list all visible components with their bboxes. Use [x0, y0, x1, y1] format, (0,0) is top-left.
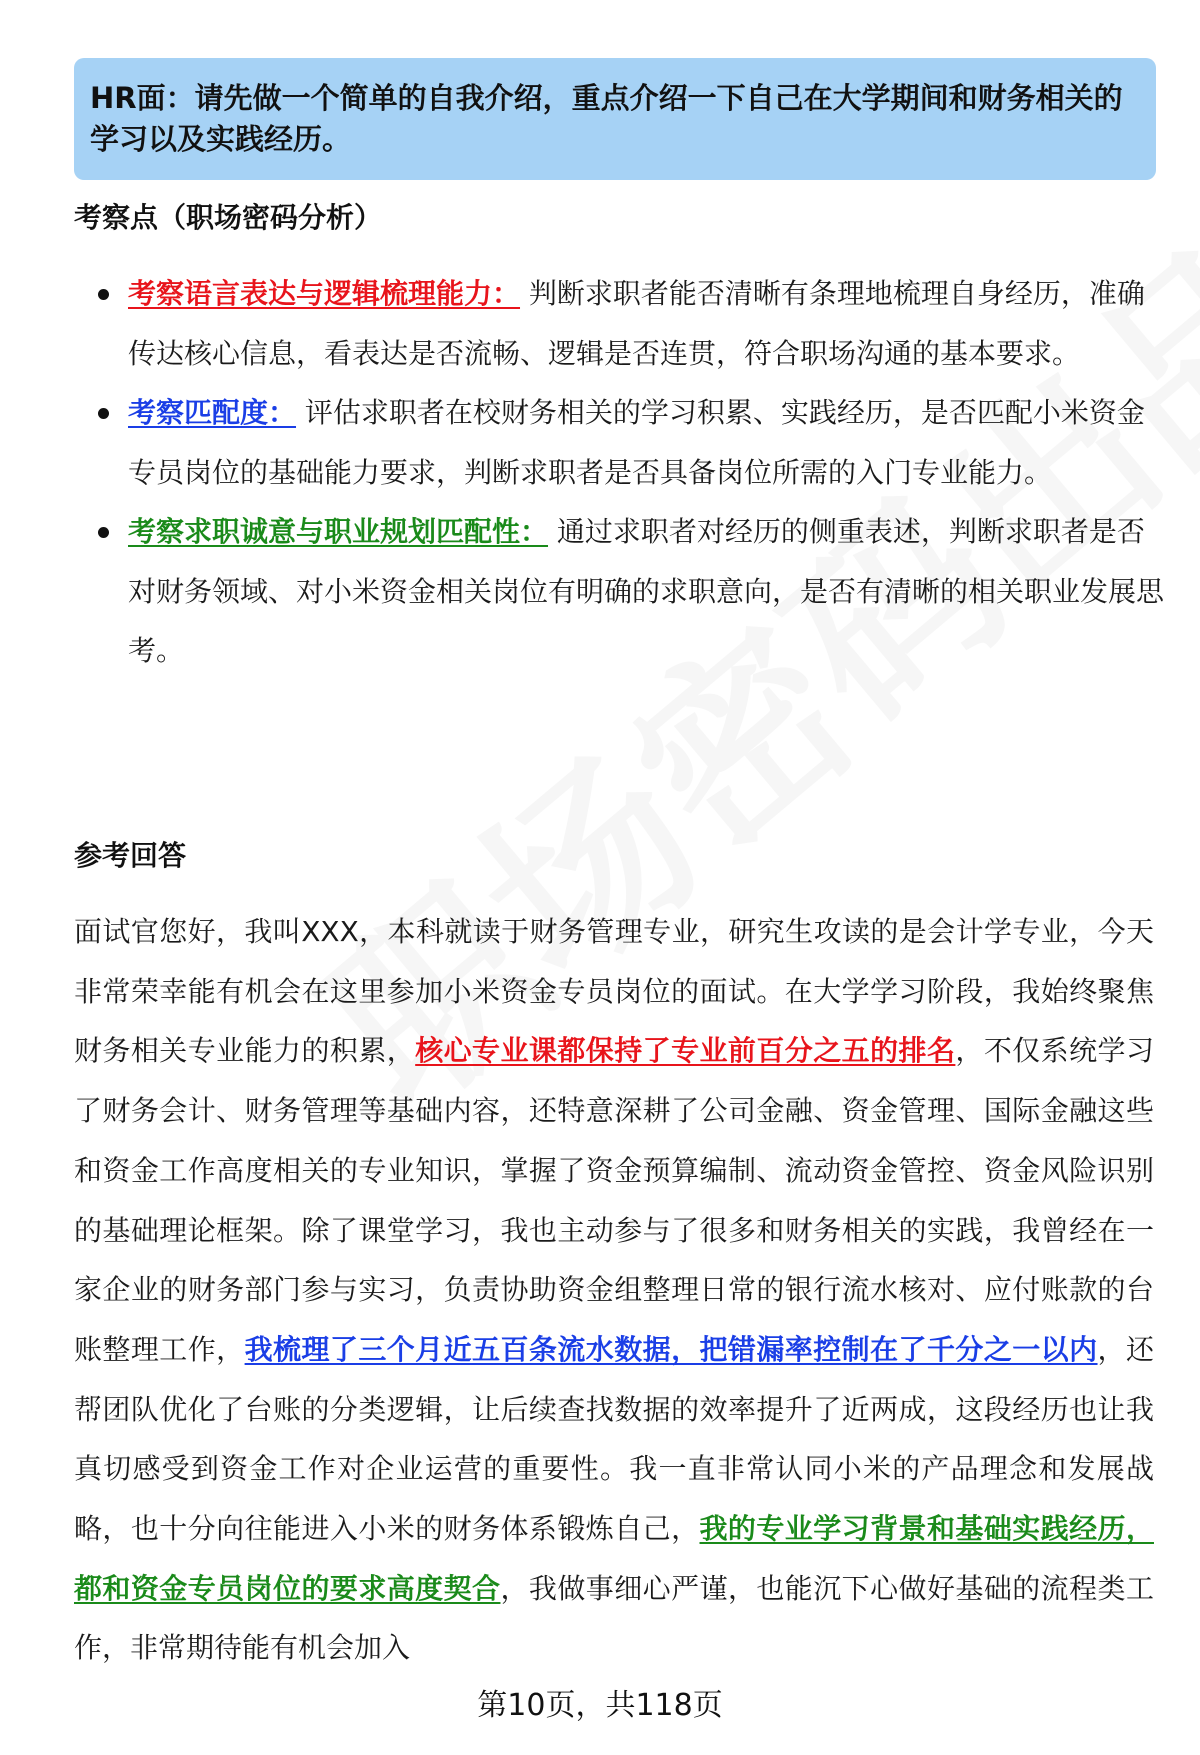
list-item	[74, 264, 1164, 383]
answer-highlight-blue: 我梳理了三个月近五百条流水数据，把错漏率控制在了千分之一以内	[244, 1332, 1098, 1366]
question-box	[74, 58, 1156, 180]
answer-text: ，我做事细心严谨，也能沉下心做好基础的流程类工作，非常期待能有机会加入	[74, 1571, 1154, 1665]
question-text: HR面：请先做一个简单的自我介绍，重点介绍一下自己在大学期间和财务相关的学习以及实践经历。	[90, 81, 1123, 156]
answer-highlight-green: 我的专业学习背景和基础实践经历，都和资金专员岗位的要求高度契合	[74, 1512, 1154, 1605]
bullet-icon	[98, 527, 109, 538]
answer-highlight-red: 核心专业课都保持了专业前百分之五的排名	[415, 1034, 956, 1068]
bullet-icon	[98, 408, 109, 419]
page-footer: 第10页，共118页	[477, 1688, 723, 1723]
answer-paragraph	[74, 902, 1154, 1678]
point-text: 判断求职者能否清晰有条理地梳理自身经历，准确传达核心信息，看表达是否流畅、逻辑是否连贯，符合职场沟通的基本要求。	[128, 277, 1145, 370]
answer-text: ，不仅系统学习了财务会计、财务管理等基础内容，还特意深耕了公司金融、资金管理、国际金融这些和资金工作高度相关的专业知识，掌握了资金预算编制、流动资金管控、资金风险识别的基础理论框架。除了课堂学习，我也主动参与了很多和财务相关的实践，我曾经在一家企业的财务部门参与实习，负责协助资金组整理日常的银行流水核对、应付账款的台账整理工作，	[74, 1034, 1154, 1366]
list-item	[74, 502, 1164, 681]
point-label: 考察匹配度：	[128, 396, 297, 429]
point-label: 考察求职诚意与职业规划匹配性：	[128, 515, 549, 548]
answer-text: 面试官您好，我叫XXX，本科就读于财务管理专业，研究生攻读的是会计学专业，今天非常荣幸能有机会在这里参加小米资金专员岗位的面试。在大学学习阶段，我始终聚焦财务相关专业能力的积累，	[74, 915, 1154, 1068]
section-title-points: 考察点（职场密码分析）	[74, 201, 383, 234]
point-text: 评估求职者在校财务相关的学习积累、实践经历，是否匹配小米资金专员岗位的基础能力要求，判断求职者是否具备岗位所需的入门专业能力。	[128, 396, 1145, 489]
point-text: 通过求职者对经历的侧重表述，判断求职者是否对财务领域、对小米资金相关岗位有明确的求职意向，是否有清晰的相关职业发展思考。	[128, 515, 1165, 667]
point-label: 考察语言表达与逻辑梳理能力：	[128, 277, 521, 310]
section-title-answer: 参考回答	[74, 839, 187, 872]
points-list	[74, 264, 1164, 681]
answer-text: ，还帮团队优化了台账的分类逻辑，让后续查找数据的效率提升了近两成，这段经历也让我真切感受到资金工作对企业运营的重要性。我一直非常认同小米的产品理念和发展战略，也十分向往能进入小米的财务体系锻炼自己，	[74, 1332, 1154, 1546]
list-item	[74, 383, 1164, 502]
bullet-icon	[98, 289, 109, 300]
